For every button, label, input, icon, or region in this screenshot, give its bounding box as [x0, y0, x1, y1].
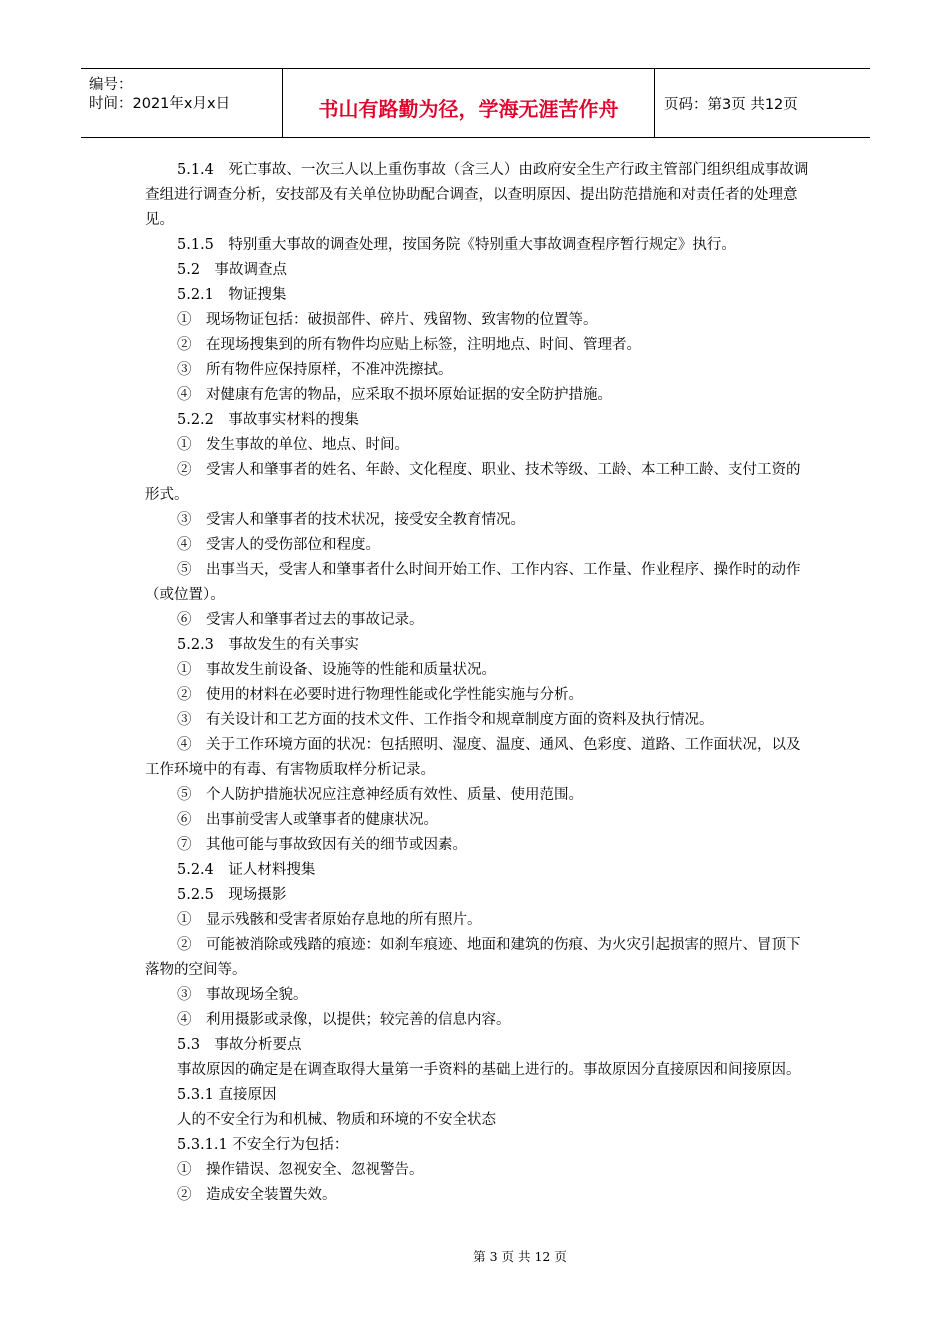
- header-info-cell: [81, 69, 283, 137]
- list-item: ② 在现场搜集到的所有物件均应贴上标签，注明地点、时间、管理者。: [177, 337, 641, 353]
- page-footer: 第 3 页 共 12 页: [473, 1249, 567, 1264]
- section-heading: 5.2.3 事故发生的有关事实: [177, 637, 359, 653]
- document-number-label: 编号：: [89, 77, 133, 93]
- section-heading: 5.2 事故调查点: [177, 262, 288, 278]
- header-page-cell: [655, 69, 870, 137]
- list-item: ④ 对健康有危害的物品，应采取不损坏原始证据的安全防护措施。: [177, 387, 612, 403]
- list-item: ⑤ 个人防护措施状况应注意神经质有效性、质量、使用范围。: [177, 787, 583, 803]
- document-body: [145, 158, 810, 1208]
- list-item: ④ 受害人的受伤部位和程度。: [177, 537, 380, 553]
- section-heading: 5.2.4 证人材料搜集: [177, 862, 316, 878]
- list-item: ④ 利用摄影或录像，以提供；较完善的信息内容。: [177, 1012, 511, 1028]
- list-item: ① 现场物证包括：破损部件、碎片、残留物、致害物的位置等。: [177, 312, 598, 328]
- list-item: ① 发生事故的单位、地点、时间。: [177, 437, 409, 453]
- list-item: ② 造成安全装置失效。: [177, 1187, 337, 1203]
- section-heading: 5.2.2 事故事实材料的搜集: [177, 412, 359, 428]
- section-heading: 5.3 事故分析要点: [177, 1037, 302, 1053]
- section-heading: 5.2.5 现场摄影: [177, 887, 287, 903]
- list-item: ③ 受害人和肇事者的技术状况，接受安全教育情况。: [177, 512, 525, 528]
- list-item: ① 显示残骸和受害者原始存息地的所有照片。: [177, 912, 482, 928]
- list-item: ⑤ 出事当天，受害人和肇事者什么时间开始工作、工作内容、工作量、作业程序、操作时的动作（或位置）。: [145, 562, 801, 603]
- list-item: ③ 事故现场全貌。: [177, 987, 308, 1003]
- section-heading: 5.2.1 物证搜集: [177, 287, 287, 303]
- page-header: [81, 68, 870, 138]
- list-item: ② 使用的材料在必要时进行物理性能或化学性能实施与分析。: [177, 687, 583, 703]
- list-item: ⑦ 其他可能与事故致因有关的细节或因素。: [177, 837, 467, 853]
- list-item: ① 操作错误、忽视安全、忽视警告。: [177, 1162, 424, 1178]
- paragraph: 事故原因的确定是在调查取得大量第一手资料的基础上进行的。事故原因分直接原因和间接原因。: [177, 1062, 801, 1078]
- list-item: ⑥ 出事前受害人或肇事者的健康状况。: [177, 812, 438, 828]
- section-heading: 5.3.1.1 不安全行为包括：: [177, 1137, 349, 1153]
- header-page-info: 页码：第3页 共12页: [664, 97, 798, 113]
- section-heading: 5.3.1 直接原因: [177, 1087, 277, 1103]
- list-item: ⑥ 受害人和肇事者过去的事故记录。: [177, 612, 424, 628]
- header-motto-cell: [283, 69, 655, 137]
- list-item: ③ 有关设计和工艺方面的技术文件、工作指令和规章制度方面的资料及执行情况。: [177, 712, 714, 728]
- paragraph: 5.1.5 特别重大事故的调查处理，按国务院《特别重大事故调查程序暂行规定》执行。: [177, 237, 736, 253]
- list-item: ② 可能被消除或残踏的痕迹：如刹车痕迹、地面和建筑的伤痕、为火灾引起损害的照片、冒顶下落物的空间等。: [145, 937, 801, 978]
- document-date: 时间：2021年x月x日: [89, 96, 231, 112]
- list-item: ④ 关于工作环境方面的状况：包括照明、湿度、温度、通风、色彩度、道路、工作面状况，以及工作环境中的有毒、有害物质取样分析记录。: [145, 737, 801, 778]
- paragraph: 5.1.4 死亡事故、一次三人以上重伤事故（含三人）由政府安全生产行政主管部门组织组成事故调查组进行调查分析，安技部及有关单位协助配合调查，以查明原因、提出防范措施和对责任者的处理意见。: [145, 162, 809, 228]
- list-item: ① 事故发生前设备、设施等的性能和质量状况。: [177, 662, 496, 678]
- header-motto: 书山有路勤为径，学海无涯苦作舟: [318, 97, 619, 121]
- list-item: ② 受害人和肇事者的姓名、年龄、文化程度、职业、技术等级、工龄、本工种工龄、支付工资的形式。: [145, 462, 801, 503]
- list-item: ③ 所有物件应保持原样，不准冲洗擦拭。: [177, 362, 453, 378]
- paragraph: 人的不安全行为和机械、物质和环境的不安全状态: [177, 1112, 496, 1128]
